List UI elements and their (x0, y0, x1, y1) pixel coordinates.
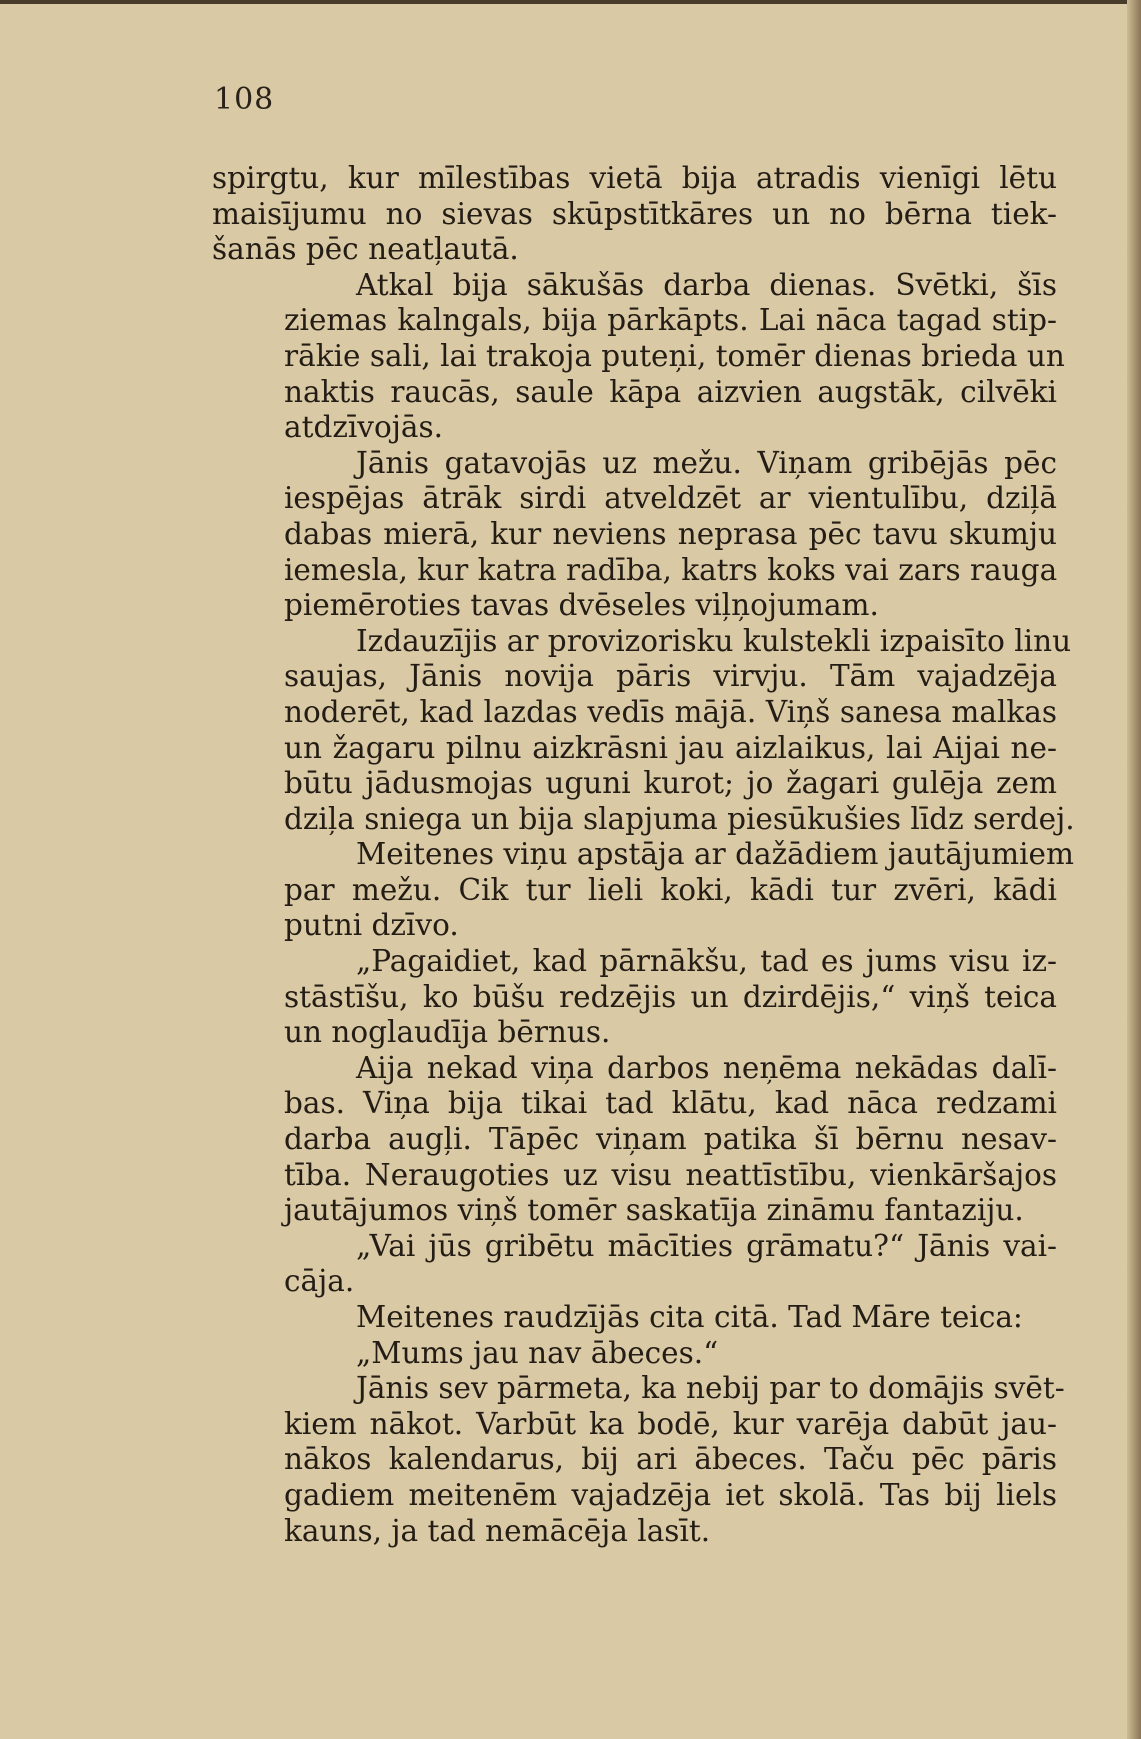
text-line: maisījumu no sievas skūpstītkāres un no bērna tiek- (212, 196, 1057, 231)
text-line: Aija nekad viņa darbos neņēma nekādas dalī- (356, 1050, 1057, 1085)
text-line: spirgtu, kur mīlestības vietā bija atradis vienīgi lētu (212, 161, 1057, 195)
text-line: saujas, Jānis novija pāris virvju. Tām vajadzēja (284, 659, 1057, 694)
paragraph (212, 161, 1057, 268)
text-line: Atkal bija sākušās darba dienas. Svētki, šīs (356, 267, 1057, 302)
text-line: cāja. (284, 1264, 355, 1299)
text-line: tība. Neraugoties uz visu neattīstību, vienkāršajos (284, 1157, 1057, 1192)
text-line: Meitenes raudzījās cita citā. Tad Māre teica: (356, 1300, 1023, 1334)
text-line: kiem nākot. Varbūt ka bodē, kur varēja dabūt jau- (284, 1406, 1057, 1441)
text-line: Izdauzījis ar provizorisku kulstekli izpaisīto linu (356, 623, 1072, 658)
text-line: naktis raucās, saule kāpa aizvien augstāk, cilvēki (284, 374, 1057, 409)
paragraph (212, 1051, 1057, 1229)
page-right-edge (1127, 0, 1141, 1739)
text-line: darba augļi. Tāpēc viņam patika šī bērnu nesav- (284, 1122, 1057, 1157)
text-line: Jānis sev pārmeta, ka nebij par to domājis svēt- (356, 1371, 1065, 1406)
text-line: ziemas kalngals, bija pārkāpts. Lai nāca tagad stip- (284, 303, 1057, 338)
text-line: būtu jādusmojas uguni kurot; jo žagari gulēja zem (284, 766, 1057, 801)
text-line: un noglaudīja bērnus. (284, 1015, 611, 1050)
page-top-edge (0, 0, 1141, 4)
text-line: par mežu. Cik tur lieli koki, kādi tur zvēri, kādi (284, 872, 1057, 907)
paragraph (212, 623, 1075, 838)
text-line: „Vai jūs gribētu mācīties grāmatu?“ Jānis vai- (356, 1228, 1057, 1263)
text-line: jautājumos viņš tomēr saskatīja zināmu fantaziju. (284, 1193, 1024, 1228)
body-text (212, 161, 1075, 1549)
text-line: „Mums jau nav ābeces.“ (356, 1335, 719, 1370)
text-line: Jānis gatavojās uz mežu. Viņam gribējās pēc (356, 445, 1057, 480)
paragraph (212, 1300, 1057, 1336)
text-line: piemēroties tavas dvēseles viļņojumam. (284, 588, 879, 623)
text-line: iespējas ātrāk sirdi atveldzēt ar vientulību, dziļā (284, 481, 1057, 516)
text-line: dziļa sniega un bija slapjuma piesūkušies līdz serdej. (284, 801, 1075, 836)
paragraph (212, 1229, 1057, 1300)
text-line: atdzīvojās. (284, 410, 443, 445)
paragraph (212, 1336, 1057, 1372)
text-line: bas. Viņa bija tikai tad klātu, kad nāca redzami (284, 1086, 1057, 1121)
text-line: nākos kalendarus, bij ari ābeces. Taču pēc pāris (284, 1442, 1057, 1477)
text-line: kauns, ja tad nemācēja lasīt. (284, 1513, 711, 1548)
text-line: gadiem meitenēm vajadzēja iet skolā. Tas bij liels (284, 1477, 1057, 1512)
text-line: šanās pēc neatļautā. (212, 232, 519, 267)
text-line: Meitenes viņu apstāja ar dažādiem jautājumiem (356, 837, 1074, 872)
text-line: dabas mierā, kur neviens neprasa pēc tavu skumju (284, 516, 1057, 551)
paragraph (212, 446, 1057, 624)
text-line: iemesla, kur katra radība, katrs koks vai zars rauga (284, 552, 1058, 587)
text-line: rākie sali, lai trakoja puteņi, tomēr dienas brieda un (284, 338, 1065, 373)
text-line: „Pagaidiet, kad pārnākšu, tad es jums visu iz- (356, 944, 1057, 979)
paragraph (212, 944, 1057, 1051)
paragraph (212, 837, 1074, 944)
text-line: putni dzīvo. (284, 908, 459, 943)
text-line: un žagaru pilnu aizkrāsni jau aizlaikus, lai Aijai ne- (284, 730, 1057, 765)
text-line: noderēt, kad lazdas vedīs mājā. Viņš sanesa malkas (284, 694, 1057, 729)
page-number: 108 (214, 82, 275, 117)
paragraph (212, 1371, 1065, 1549)
paragraph (212, 267, 1065, 446)
text-line: stāstīšu, ko būšu redzējis un dzirdējis,“ viņš teica (284, 979, 1057, 1014)
